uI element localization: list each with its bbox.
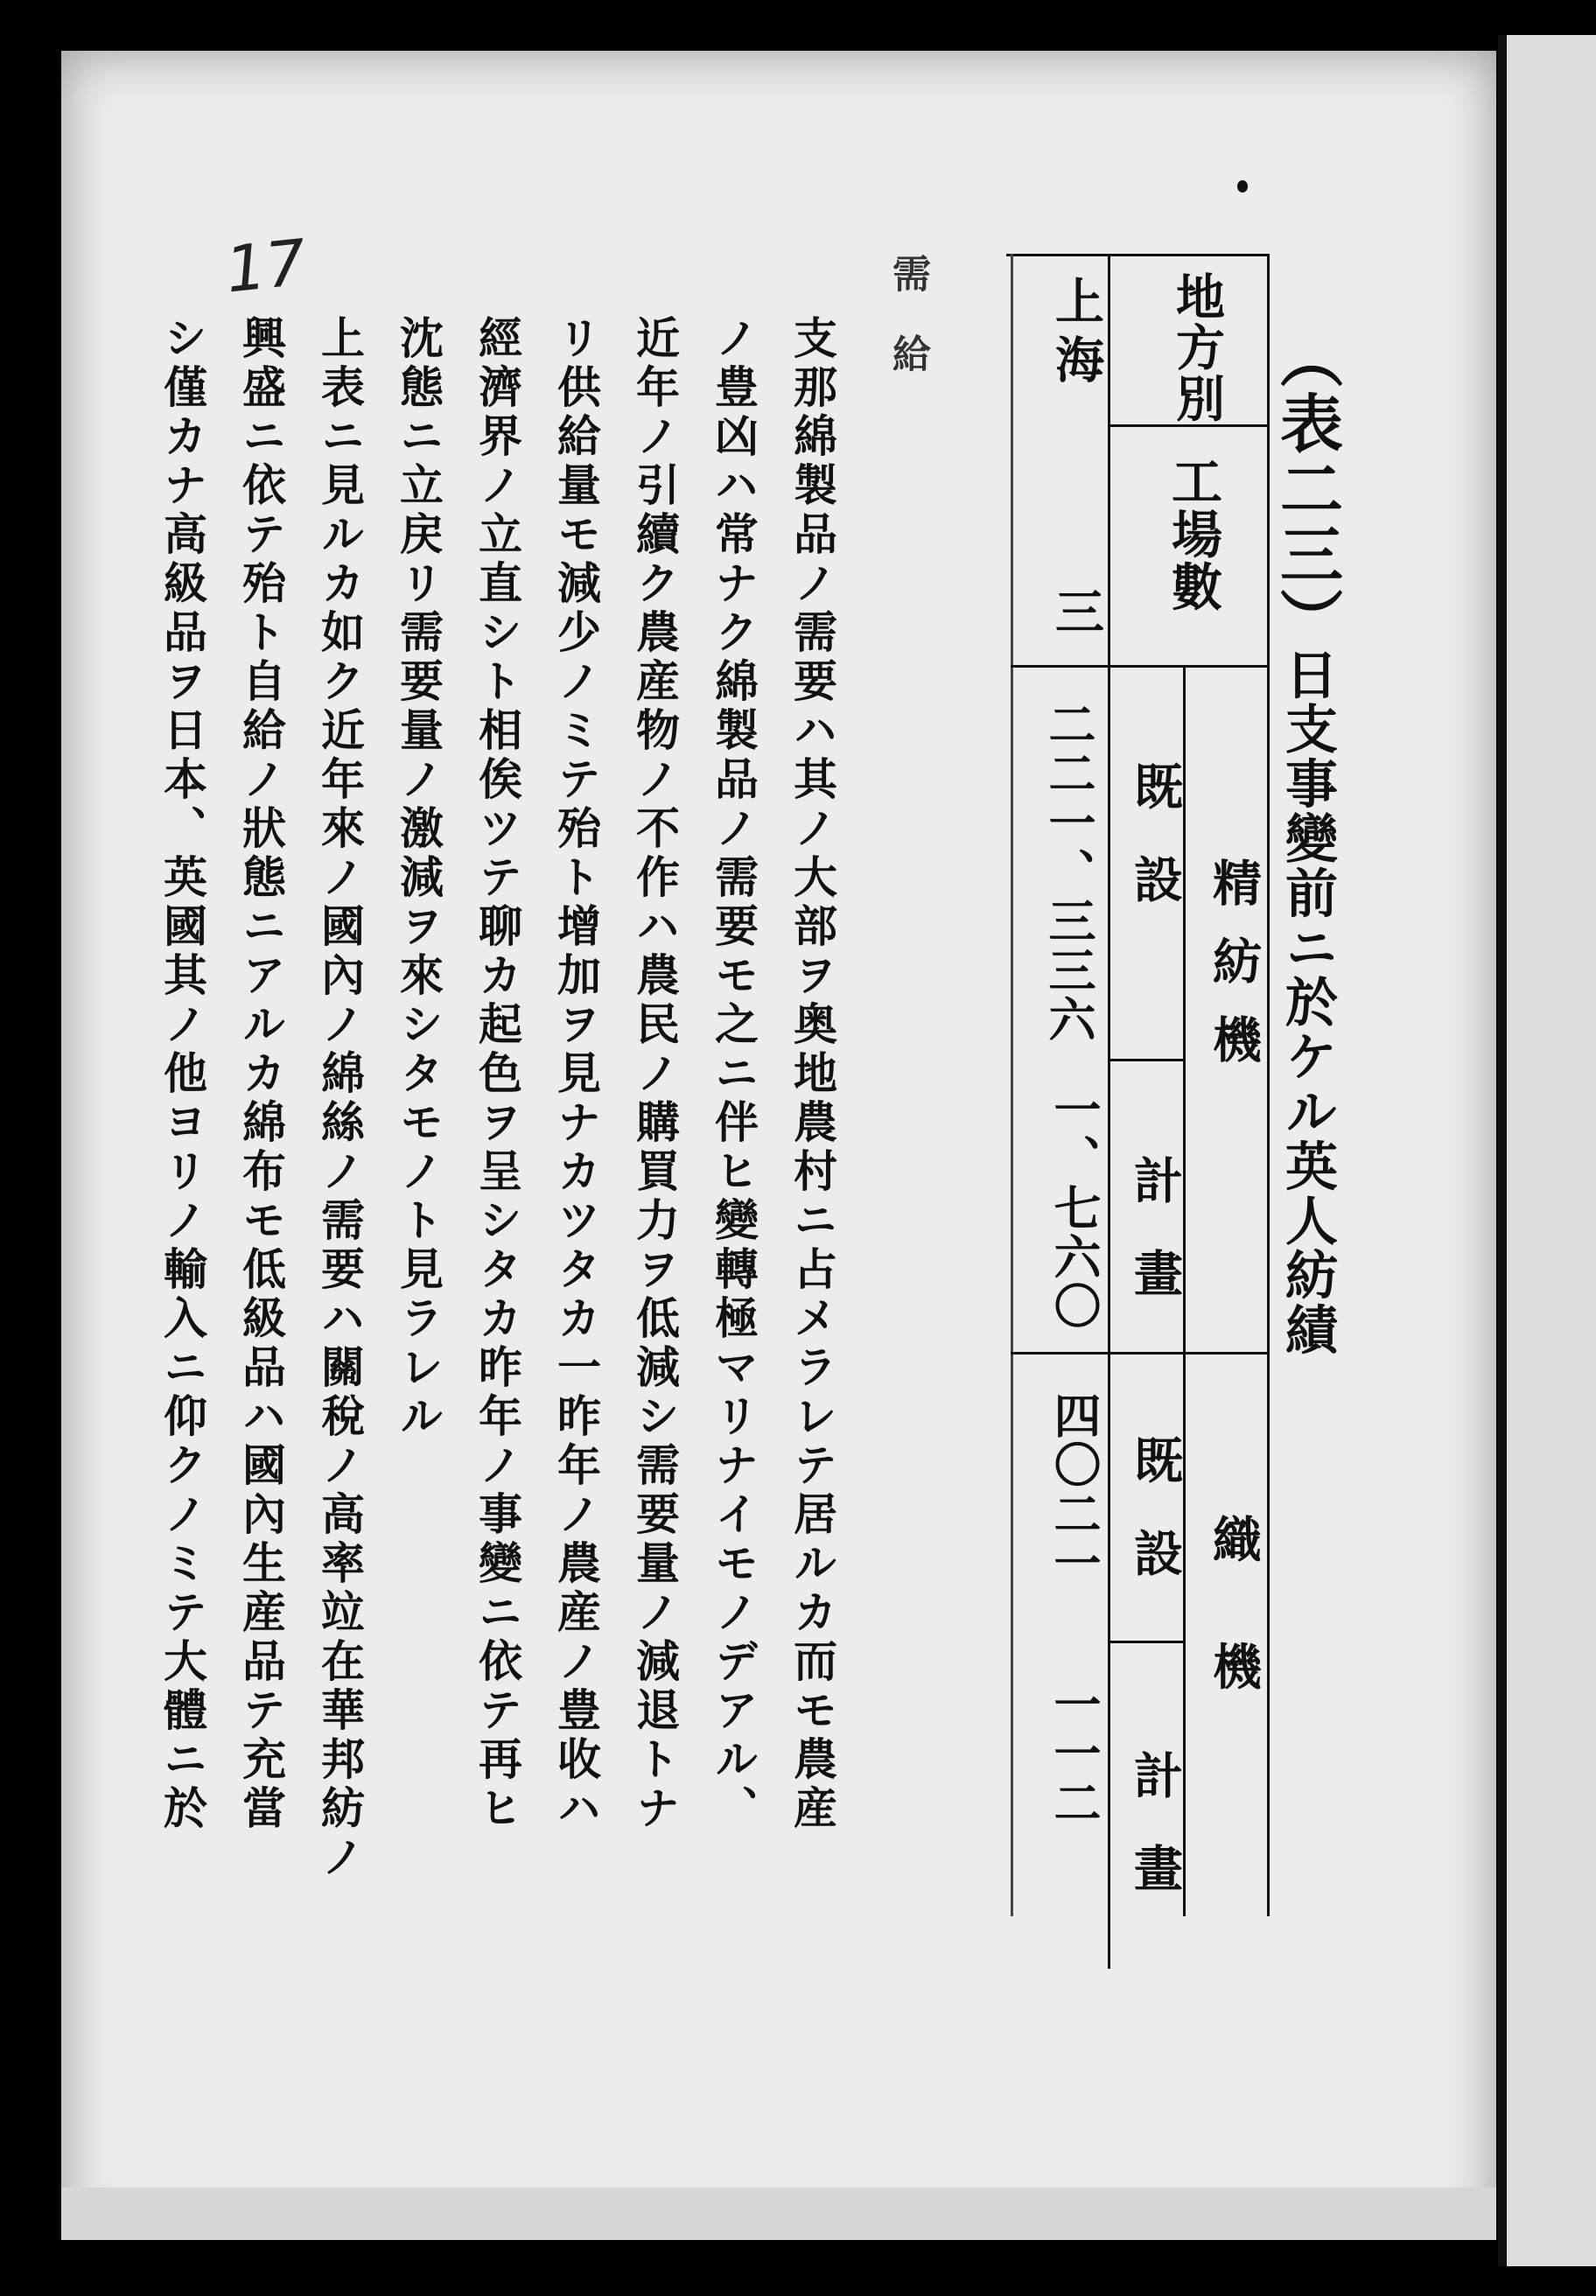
table-row-rule-3 [1108,1059,1183,1061]
header-spindles-planned: 計畫 [1126,1155,1184,1341]
table-title: 日支事變前ニ於ケル英人紡績 [1277,648,1338,1358]
cell-looms-planned: 一一二 [1046,1680,1102,1828]
page-bottom-edge [61,2188,1496,2240]
table-left-border [1011,254,1013,1916]
body-line-9: シ僅カナ高級品ヲ日本、英國其ノ他ヨリノ輸入ニ仰クノミテ大體ニ於 [157,315,208,1834]
body-line-7: 上表ニ見ルカ如ク近年來ノ國內ノ綿絲ノ需要ハ關稅ノ高率竝在華邦紡ノ [314,315,366,1883]
body-line-2: ノ豊凶ハ常ナク綿製品ノ需要モ之ニ伴ヒ變轉極マリナイモノデアル、 [708,315,760,1834]
header-spindles-existing: 既設 [1126,761,1184,948]
header-looms: 織機 [1205,1514,1263,1769]
body-line-4: リ供給量モ減少ノミテ殆ト增加ヲ見ナカツタカ一昨年ノ農産ノ豊收ハ [550,315,602,1834]
table-row-rule-1 [1108,424,1267,427]
cell-spindles-existing: 二二一、三三六 [1041,700,1097,1045]
header-looms-existing: 既設 [1126,1435,1184,1621]
header-looms-planned: 計畫 [1126,1750,1184,1936]
body-line-8: 興盛ニ依テ殆ト自給ノ狀態ニアルカ綿布モ低級品ハ國內生産品テ充當 [235,315,287,1834]
cell-looms-existing: 四〇二一 [1046,1391,1102,1588]
cell-factories: 三 [1047,586,1105,638]
header-factories: 工場數 [1163,455,1222,613]
table-top-border [1006,254,1269,256]
body-line-3: 近年ノ引續ク農産物ノ不作ハ農民ノ購買力ヲ低減シ需要量ノ減退トナ [629,315,681,1834]
header-spindles: 精紡機 [1205,858,1263,1093]
table-label: （表二三） [1270,326,1344,654]
header-region: 地方別 [1168,271,1226,424]
book-binding-strip [1498,35,1596,2266]
body-line-6: 沈態ニ立戻リ需要量ノ激減ヲ來シタモノト見ラレル [393,315,444,1442]
table-row-rule-4 [1011,1352,1267,1354]
body-line-1: 支那綿製品ノ需要ハ其ノ大部ヲ奥地農村ニ占メラレテ居ルカ而モ農産 [787,315,838,1834]
section-heading: 需 給 [886,254,930,374]
handwritten-page-number: 17 [221,225,310,307]
table-row-rule-5 [1108,1641,1183,1643]
ink-dot [1237,180,1248,192]
body-line-5: 經濟界ノ立直シト相俟ツテ聊カ起色ヲ呈シタカ昨年ノ事變ニ依テ再ヒ [472,315,523,1834]
cell-spindles-planned: 一、七六〇 [1046,1085,1102,1331]
table-row-rule-2 [1011,665,1267,668]
cell-region: 上海 [1047,276,1105,394]
